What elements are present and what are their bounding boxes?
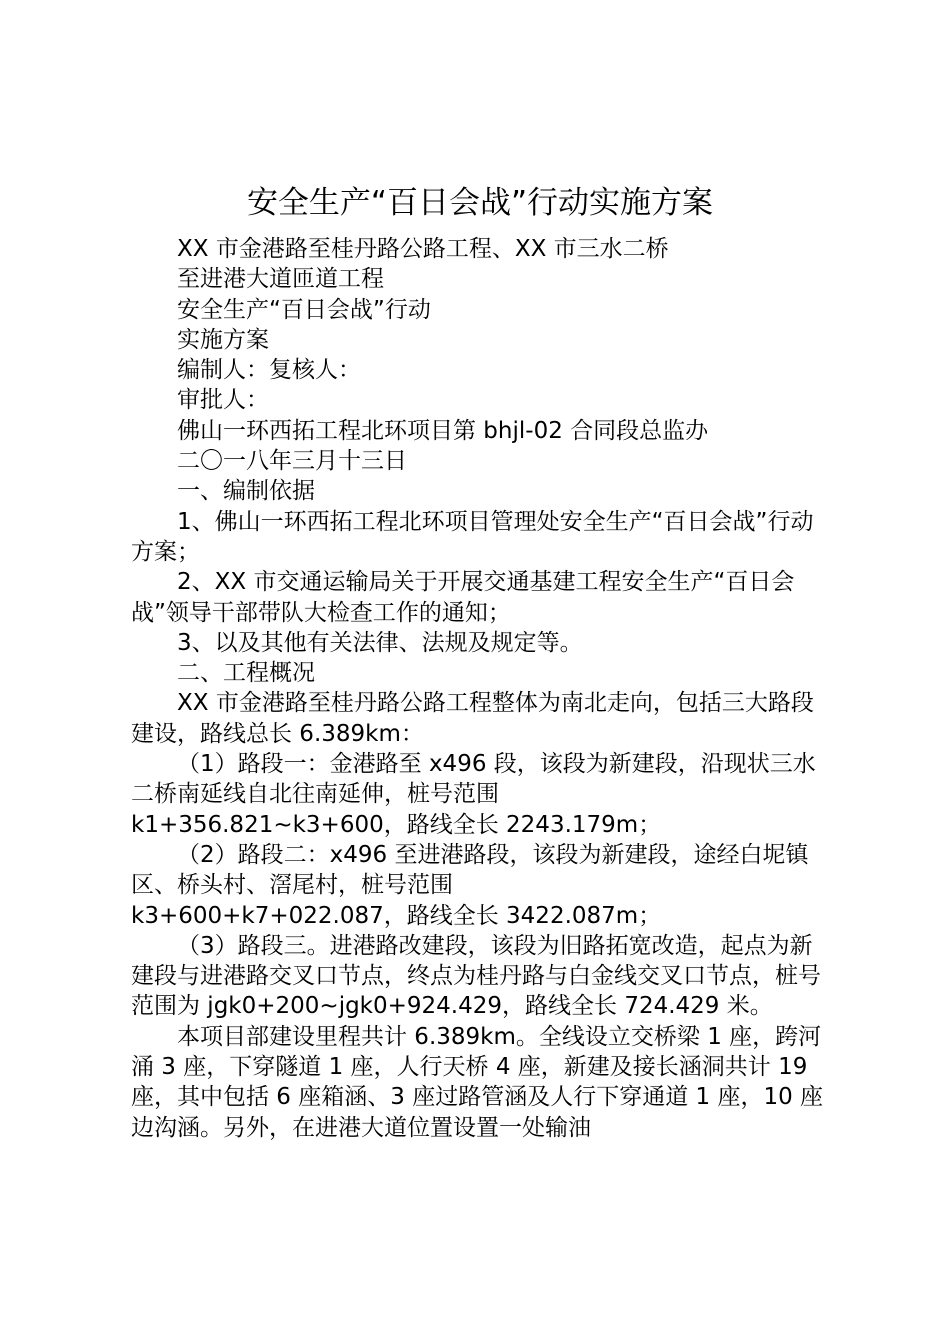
document-body [131,234,831,1143]
segment-2-range: k3+600+k7+022.087，路线全长 3422.087m； [131,902,662,929]
document-title: 安全生产“百日会战”行动实施方案 [246,185,714,221]
section-heading-overview: 二、工程概况 [177,660,315,687]
segment-1-range: k1+356.821~k3+600，路线全长 2243.179m； [131,811,662,838]
segment-1-paragraph: （1）路段一：金港路至 x496 段，该段为新建段，沿现状三水二桥南延线自北往南延伸，桩号范围 [131,751,816,808]
basis-item-2: 2、XX 市交通运输局关于开展交通基建工程安全生产“百日会战”领导干部带队大检查工作的通知； [131,569,795,626]
cover-line-approver: 审批人： [177,387,269,414]
cover-line-organization: 佛山一环西拓工程北环项目第 bhjl-02 合同段总监办 [177,417,709,444]
segment-2-paragraph: （2）路段二：x496 至进港路段，该段为新建段，途经白坭镇区、桥头村、滘尾村，桩号范围 [131,841,809,899]
cover-line-editor-reviewer: 编制人：复核人： [177,357,361,384]
overview-paragraph: XX 市金港路至桂丹路公路工程整体为南北走向，包括三大路段建设，路线总长 6.389km： [131,690,814,747]
cover-line-campaign: 安全生产“百日会战”行动 [177,296,431,323]
cover-line-project-2: 至进港大道匝道工程 [177,266,384,293]
section-heading-basis: 一、编制依据 [177,478,315,505]
basis-item-1: 1、佛山一环西拓工程北环项目管理处安全生产“百日会战”行动方案； [131,508,814,565]
basis-item-3: 3、以及其他有关法律、法规及规定等。 [177,629,583,656]
cover-line-date: 二〇一八年三月十三日 [177,448,407,475]
cover-line-plan: 实施方案 [177,326,269,353]
segment-3-paragraph: （3）路段三。进港路改建段，该段为旧路拓宽改造，起点为新建段与进港路交叉口节点，终点为桂丹路与白金线交叉口节点，桩号范围为 jgk0+200~jgk0+924.429，路线全长 724.429 米。 [131,932,821,1020]
cover-line-project-1: XX 市金港路至桂丹路公路工程、XX 市三水二桥 [177,236,669,262]
project-scope-paragraph: 本项目部建设里程共计 6.389km。全线设立交桥梁 1 座，跨河涌 3 座，下穿隧道 1 座，人行天桥 4 座，新建及接长涵洞共计 19 座，其中包括 6 座箱涵、3 座过路管涵及人行下穿通道 1 座，10 座边沟涵。另外，在进港大道位置设置一处输油 [131,1023,824,1141]
